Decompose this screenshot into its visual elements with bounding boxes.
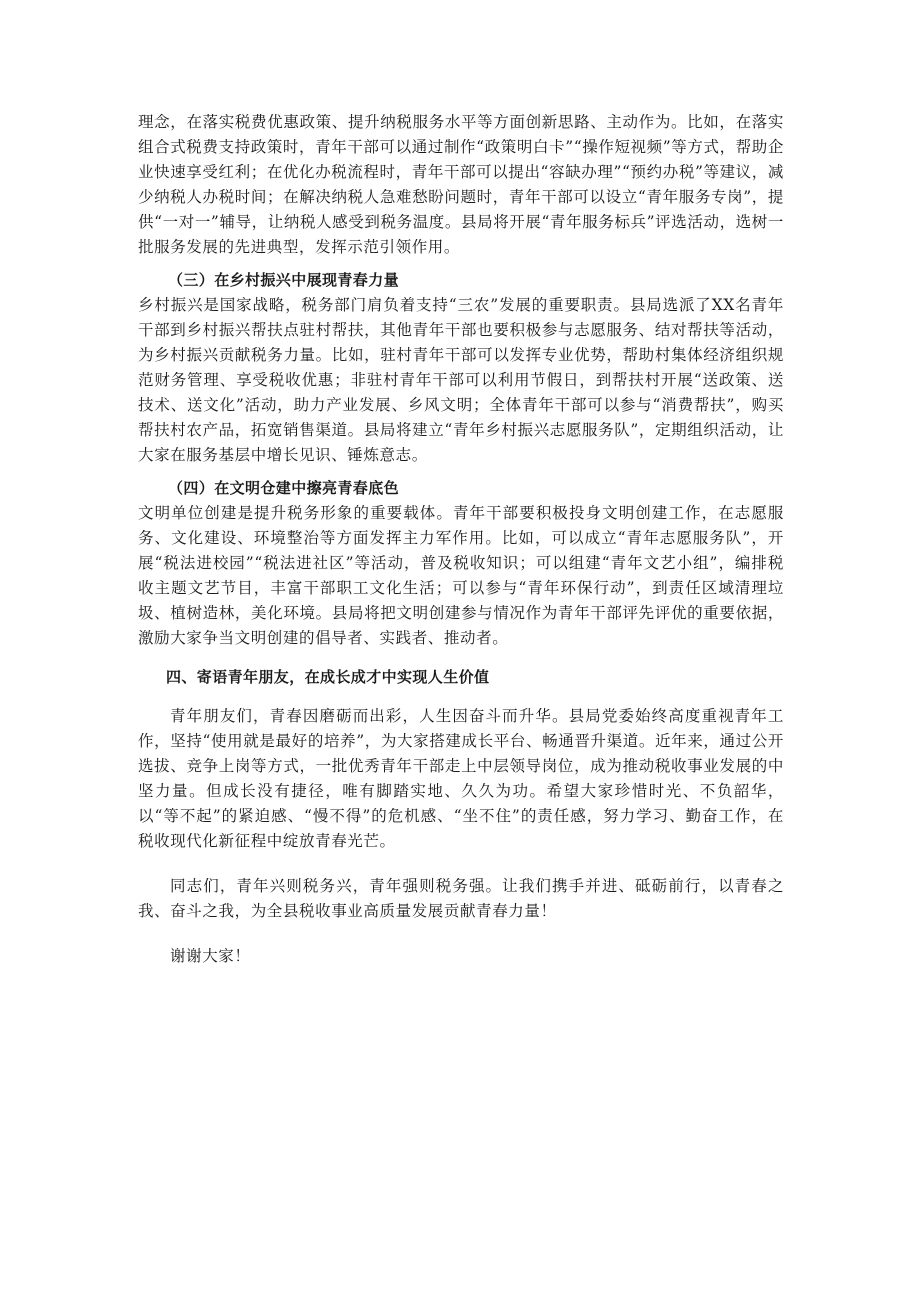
spacer: [138, 924, 784, 944]
closing-line: 谢谢大家！: [170, 947, 251, 965]
spacer: [138, 468, 784, 476]
spacer: [138, 690, 784, 704]
part4-paragraph2: 同志们，青年兴则税务兴，青年强则税务强。让我们携手并进、砥砺前行，以青春之我、奋斗之我，为全县税收事业高质量发展贡献青春力量！: [138, 877, 784, 920]
document-page: [138, 110, 784, 969]
section3-body: 乡村振兴是国家战略，税务部门肩负着支持“三农”发展的重要职责。县局选派了XX名青年干部到乡村振兴帮扶点驻村帮扶，其他青年干部也要积极参与志愿服务、结对帮扶等活动，为乡村振兴贡献税务力量。比如，驻村青年干部可以发挥专业优势，帮助村集体经济组织规范财务管理、享受税收优惠；非驻村青年干部可以利用节假日，到帮扶村开展“送政策、送技术、送文化”活动，助力产业发展、乡风文明；全体青年干部可以参与“消费帮扶”，购买帮扶村农产品，拓宽销售渠道。县局将建立“青年乡村振兴志愿服务队”，定期组织活动，让大家在服务基层中增长见识、锤炼意志。: [138, 296, 784, 464]
spacer: [138, 260, 784, 268]
spacer: [138, 651, 784, 665]
part4-paragraph1: 青年朋友们，青春因磨砺而出彩，人生因奋斗而升华。县局党委始终高度重视青年工作，坚持“使用就是最好的培养”，为大家搭建成长平台、畅通晋升渠道。近年来，通过公开选拔、竞争上岗等方式，一批优秀青年干部走上中层领导岗位，成为推动税收事业发展的中坚力量。但成长没有捷径，唯有脚踏实地、久久为功。希望大家珍惜时光、不负韶华，以“等不起”的紧迫感、“慢不得”的危机感、“坐不住”的责任感，努力学习、勤奋工作，在税收现代化新征程中绽放青春光芒。: [138, 707, 784, 850]
section3-heading: （三）在乡村振兴中展现青春力量: [168, 271, 400, 289]
part4-heading: 四、寄语青年朋友，在成长成才中实现人生价值: [166, 668, 490, 686]
spacer: [138, 854, 784, 874]
section4-heading: （四）在文明仓建中擦亮青春底色: [168, 479, 400, 497]
section4-body: 文明单位创建是提升税务形象的重要载体。青年干部要积极投身文明创建工作，在志愿服务、文化建设、环境整治等方面发挥主力军作用。比如，可以成立“青年志愿服务队”，开展“税法进校园”“税法进社区”等活动，普及税收知识；可以组建“青年文艺小组”，编排税收主题文艺节目，丰富干部职工文化生活；可以参与“青年环保行动”，到责任区域清理垃圾、植树造林，美化环境。县局将把文明创建参与情况作为青年干部评先评优的重要依据，激励大家争当文明创建的倡导者、实践者、推动者。: [138, 504, 784, 647]
intro-paragraph: 理念，在落实税费优惠政策、提升纳税服务水平等方面创新思路、主动作为。比如，在落实组合式税费支持政策时，青年干部可以通过制作“政策明白卡”“操作短视频”等方式，帮助企业快速享受红利；在优化办税流程时，青年干部可以提出“容缺办理”“预约办税”等建议，减少纳税人办税时间；在解决纳税人急难愁盼问题时，青年干部可以设立“青年服务专岗”，提供“一对一”辅导，让纳税人感受到税务温度。县局将开展“青年服务标兵”评选活动，选树一批服务发展的先进典型，发挥示范引领作用。: [138, 113, 784, 256]
